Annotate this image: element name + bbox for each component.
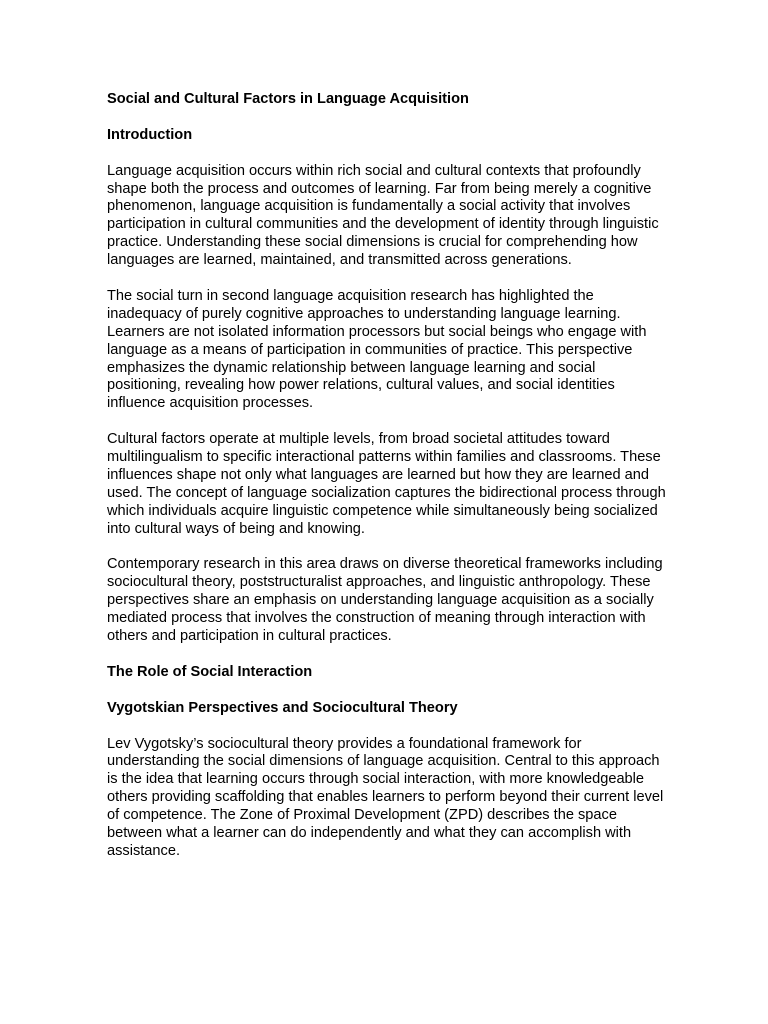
section-heading-social-interaction: The Role of Social Interaction: [107, 663, 313, 680]
spacer: [107, 718, 667, 736]
spacer: [107, 646, 667, 664]
subsection-heading-vygotskian: Vygotskian Perspectives and Sociocultural Theory: [107, 699, 458, 716]
spacer: [107, 682, 667, 700]
document-page: [107, 91, 667, 861]
paragraph: Language acquisition occurs within rich social and cultural contexts that profoundly shape both the process and outcomes of learning. Far from being merely a cognitive phenomenon, language acquisition is fundamentally a social activity that involves participation in cultural communities and the development of identity through linguistic practice. Understanding these social dimensions is crucial for comprehending how languages are learned, maintained, and transmitted across generations.: [107, 162, 659, 269]
spacer: [107, 109, 667, 127]
document-title: Social and Cultural Factors in Language Acquisition: [107, 91, 469, 107]
spacer: [107, 145, 667, 163]
paragraph: Contemporary research in this area draws on diverse theoretical frameworks including sociocultural theory, poststructuralist approaches, and linguistic anthropology. These perspectives share an emphasis on understanding language acquisition as a socially mediated process that involves the construction of meaning through interaction with others and participation in cultural practices.: [107, 556, 663, 645]
paragraph: The social turn in second language acquisition research has highlighted the inadequacy of purely cognitive approaches to understanding language learning. Learners are not isolated information processors but social beings who engage with language as a means of participation in communities of practice. This perspective emphasizes the dynamic relationship between language learning and social positioning, revealing how power relations, cultural values, and social identities influence acquisition processes.: [107, 287, 647, 412]
paragraph: Cultural factors operate at multiple levels, from broad societal attitudes toward multilingualism to specific interactional patterns within families and classrooms. These influences shape not only what languages are learned but how they are learned and used. The concept of language socialization captures the bidirectional process through which individuals acquire linguistic competence while simultaneously being socialized into cultural ways of being and knowing.: [107, 431, 666, 537]
spacer: [107, 270, 667, 288]
spacer: [107, 539, 667, 557]
paragraph: Lev Vygotsky’s sociocultural theory provides a foundational framework for understanding the social dimensions of language acquisition. Central to this approach is the idea that learning occurs through social interaction, with more knowledgeable others providing scaffolding that enables learners to perform beyond their current level of competence. The Zone of Proximal Development (ZPD) describes the space between what a learner can do independently and what they can accomplish with assistance.: [107, 735, 664, 859]
spacer: [107, 413, 667, 431]
section-heading-introduction: Introduction: [107, 126, 193, 143]
